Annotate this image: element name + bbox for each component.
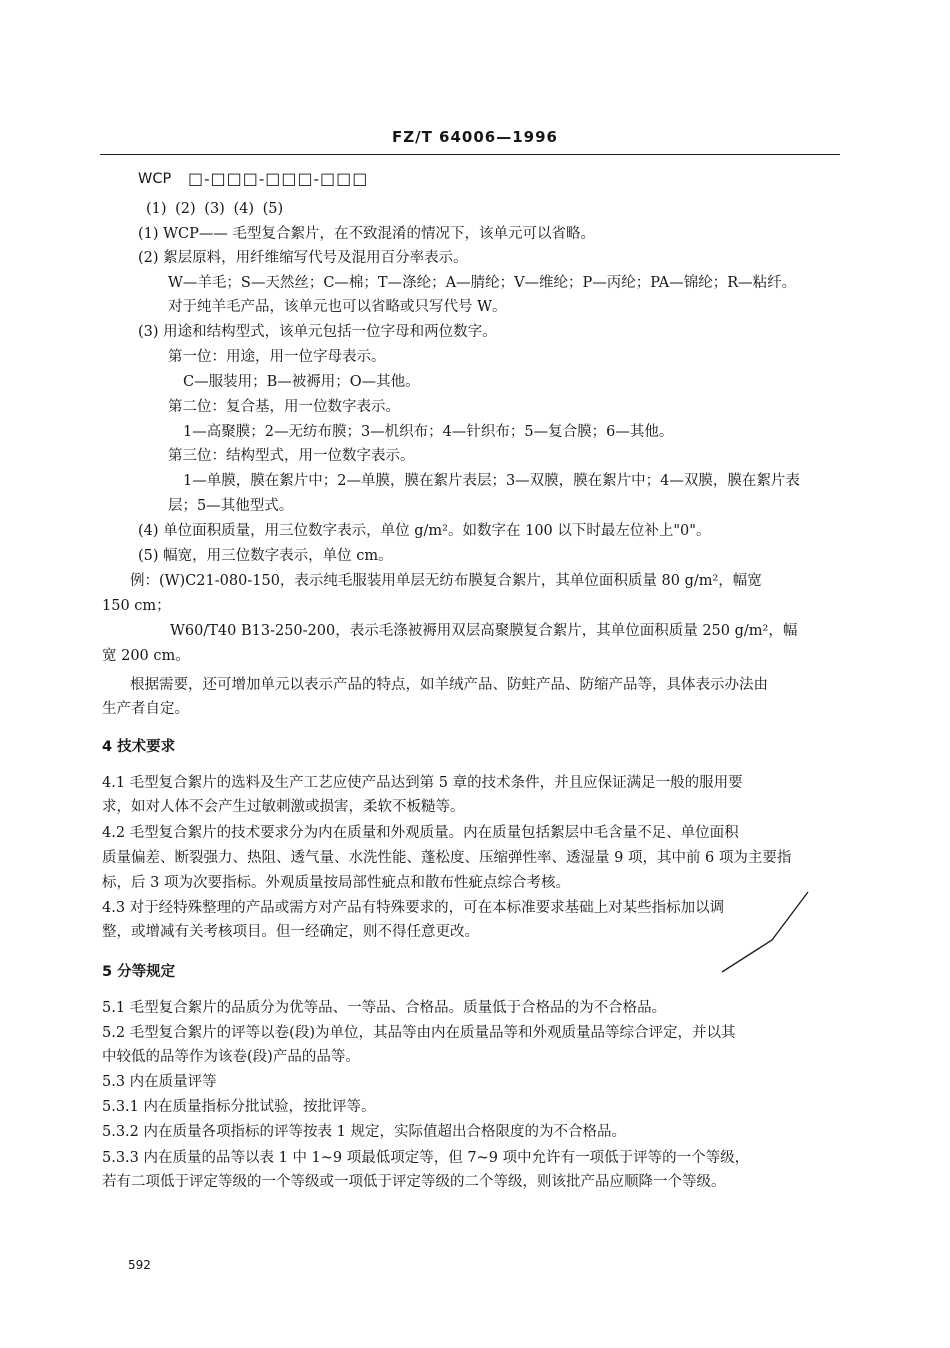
section-4-line: 4.1 毛型复合絮片的选料及生产工艺应使产品达到第 5 章的技术条件，并且应保证满足一般的服用要 [102, 775, 743, 791]
explanation-line: (5) 幅宽，用三位数字表示，单位 cm。 [138, 548, 393, 564]
explanation-line: 1—单膜，膜在絮片中；2—单膜，膜在絮片表层；3—双膜，膜在絮片中；4—双膜，膜在絮片表 [183, 473, 800, 489]
explanation-line: 1—高聚膜；2—无纺布膜；3—机织布；4—针织布；5—复合膜；6—其他。 [183, 424, 674, 440]
explanation-line: C—服装用；B—被褥用；O—其他。 [183, 374, 420, 390]
example-line: 150 cm； [102, 598, 171, 614]
section-5-line: 5.3.3 内在质量的品等以表 1 中 1~9 项最低项定等，但 7~9 项中允许有一项低于评等的一个等级， [102, 1150, 750, 1166]
section-4-heading: 4 技术要求 [102, 739, 176, 755]
explanation-line: 第一位：用途，用一位字母表示。 [168, 349, 386, 365]
code-prefix: WCP [138, 171, 172, 187]
section-4-line: 4.3 对于经特殊整理的产品或需方对产品有特殊要求的，可在本标准要求基础上对某些指标加以调 [102, 900, 725, 916]
section-5-line: 5.1 毛型复合絮片的品质分为优等品、一等品、合格品。质量低于合格品的为不合格品。 [102, 1000, 667, 1016]
section-4-line: 整，或增减有关考核项目。但一经确定，则不得任意更改。 [102, 924, 479, 940]
explanation-line: 对于纯羊毛产品，该单元也可以省略或只写代号 W。 [168, 299, 507, 315]
explanation-line: 层；5—其他型式。 [168, 498, 294, 514]
section-5-line: 若有二项低于评定等级的一个等级或一项低于评定等级的二个等级，则该批产品应顺降一个等级。 [102, 1174, 726, 1190]
example-line: W60/T40 B13-250-200，表示毛涤被褥用双层高聚膜复合絮片，其单位面积质量 250 g/m²，幅 [170, 623, 798, 639]
explanation-line: (2) 絮层原料，用纤维缩写代号及混用百分率表示。 [138, 250, 468, 266]
section-4-line: 4.2 毛型复合絮片的技术要求分为内在质量和外观质量。内在质量包括絮层中毛含量不足、单位面积 [102, 825, 739, 841]
example-line: 宽 200 cm。 [102, 648, 190, 664]
code-pattern: □-□□□-□□□-□□□ [188, 169, 369, 188]
explanation-line: (3) 用途和结构型式，该单元包括一位字母和两位数字。 [138, 324, 497, 340]
section-5-line: 中较低的品等作为该卷(段)产品的品等。 [102, 1049, 360, 1065]
section-5-line: 5.3.1 内在质量指标分批试验，按批评等。 [102, 1099, 376, 1115]
example-line: 例：(W)C21-080-150，表示纯毛服装用单层无纺布膜复合絮片，其单位面积质量 80 g/m²，幅宽 [130, 573, 762, 589]
explanation-line: 第二位：复合基，用一位数字表示。 [168, 399, 400, 415]
example-line: 生产者自定。 [102, 701, 189, 717]
section-5-line: 5.2 毛型复合絮片的评等以卷(段)为单位，其品等由内在质量品等和外观质量品等综合评定，并以其 [102, 1025, 736, 1041]
standard-number: FZ/T 64006—1996 [392, 128, 558, 146]
explanation-line: 第三位：结构型式，用一位数字表示。 [168, 448, 415, 464]
code-unit-numbers: (1) (2) (3) (4) (5) [146, 201, 284, 217]
page-number: 592 [128, 1258, 151, 1272]
section-4-line: 标，后 3 项为次要指标。外观质量按局部性疵点和散布性疵点综合考核。 [102, 875, 570, 891]
explanation-line: (4) 单位面积质量，用三位数字表示，单位 g/m²。如数字在 100 以下时最左位补上"0"。 [138, 523, 711, 539]
explanation-line: W—羊毛；S—天然丝；C—棉；T—涤纶；A—腈纶；V—维纶；P—丙纶；PA—锦纶；R—粘纤。 [168, 275, 797, 291]
example-line: 根据需要，还可增加单元以表示产品的特点，如羊绒产品、防蛀产品、防缩产品等，具体表示办法由 [130, 677, 768, 693]
pen-stroke-mark [712, 888, 822, 978]
section-4-line: 质量偏差、断裂强力、热阻、透气量、水洗性能、蓬松度、压缩弹性率、透湿量 9 项，其中前 6 项为主要指 [102, 850, 792, 866]
section-5-line: 5.3 内在质量评等 [102, 1074, 217, 1090]
section-5-line: 5.3.2 内在质量各项指标的评等按表 1 规定，实际值超出合格限度的为不合格品。 [102, 1124, 626, 1140]
explanation-line: (1) WCP—— 毛型复合絮片，在不致混淆的情况下，该单元可以省略。 [138, 226, 596, 242]
section-5-heading: 5 分等规定 [102, 964, 176, 980]
header-rule [100, 154, 840, 155]
section-4-line: 求，如对人体不会产生过敏刺激或损害，柔软不板糙等。 [102, 799, 465, 815]
